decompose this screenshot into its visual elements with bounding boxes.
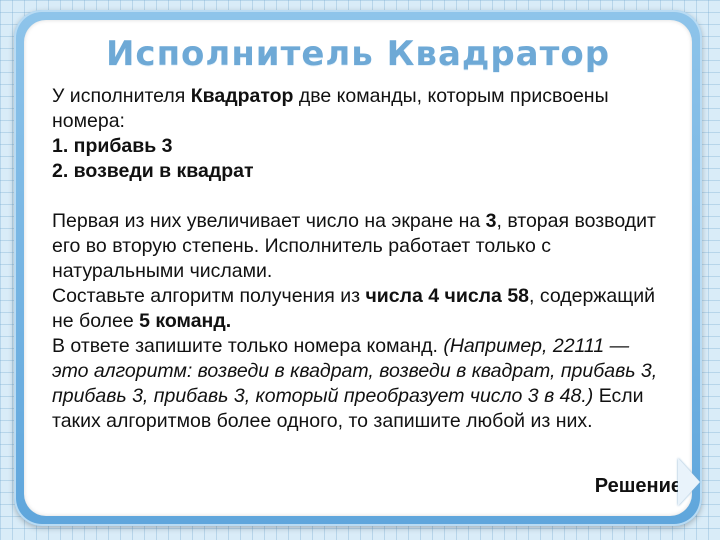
command-2: 2. возведи в квадрат	[52, 160, 254, 182]
spacer	[52, 184, 662, 209]
task-text	[52, 84, 662, 434]
command-1: 1. прибавь 3	[52, 135, 173, 157]
example-text: (Например, 22111 — это алгоритм: возведи в квадрат, возведи в квадрат, прибавь 3, прибавь 3, прибавь 3, который преобразует число 3 в 48.)	[52, 335, 658, 407]
executor-name: Квадратор	[190, 85, 294, 107]
task-paragraph: Составьте алгоритм получения из числа 4 числа 58, содержащий не более 5 команд.	[52, 285, 656, 332]
answer-paragraph: В ответе запишите только номера команд. (Например, 22111 — это алгоритм: возведи в квадрат, возведи в квадрат, прибавь 3, прибавь 3, прибавь 3, который преобразует число 3 в 48.) Если таких алгоритмов более одного, то запишите любой из них.	[52, 335, 658, 432]
description-paragraph: Первая из них увеличивает число на экране на 3, вторая возводит его во вторую степень. Исполнитель работает только с натуральными числами.	[52, 210, 656, 282]
intro-pre: У исполнителя	[52, 85, 191, 107]
slide-panel	[24, 20, 692, 516]
solution-link[interactable]: Решение	[594, 475, 682, 497]
slide-frame	[14, 10, 702, 526]
intro-post: две команды, которым присвоены номера:	[52, 85, 609, 132]
slide-title: Исполнитель Квадратор	[105, 34, 611, 74]
next-arrow-icon[interactable]	[678, 458, 700, 506]
intro-paragraph	[52, 84, 662, 134]
